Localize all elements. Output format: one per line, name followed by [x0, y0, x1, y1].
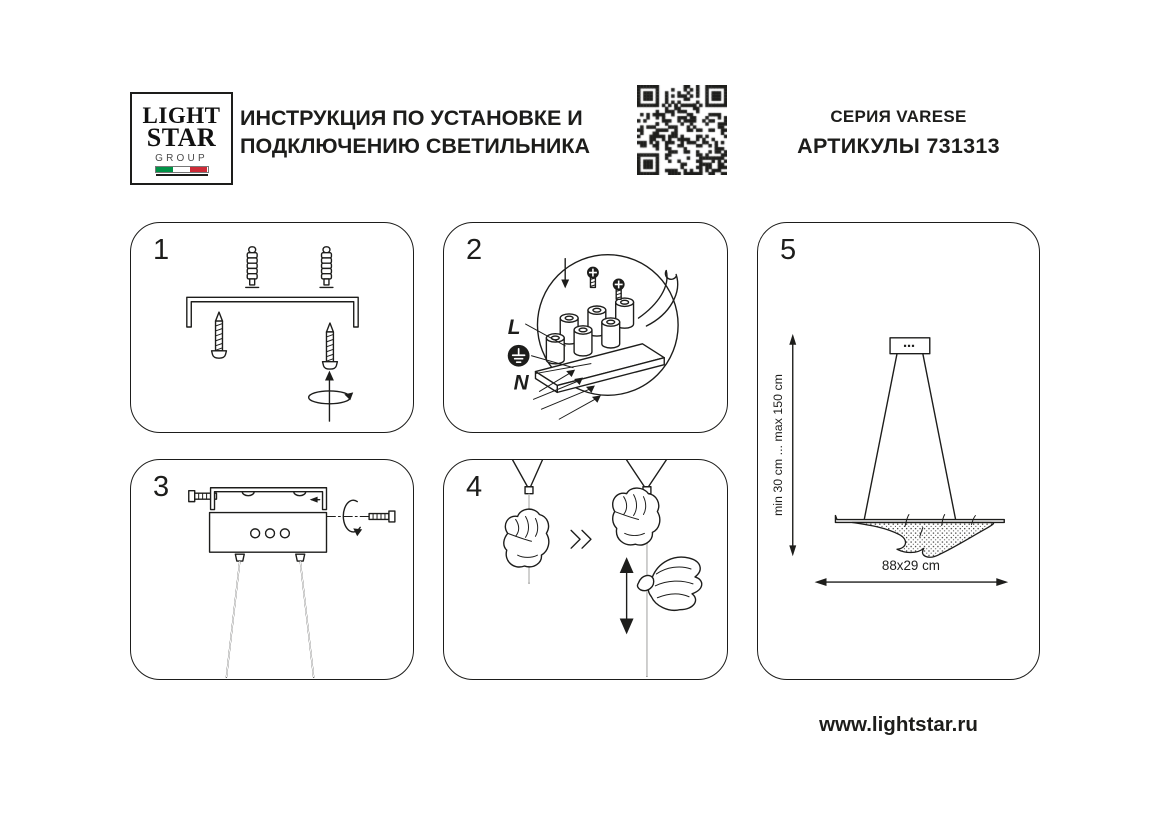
step-number: 5	[780, 234, 797, 266]
qr-code	[637, 85, 727, 175]
canopy-assembly-illustration	[131, 460, 413, 679]
title-line-2: ПОДКЛЮЧЕНИЮ СВЕТИЛЬНИКА	[240, 134, 591, 158]
wall-anchor-icon	[320, 247, 333, 288]
terminal-block-illustration	[444, 223, 727, 432]
product-info	[757, 107, 1040, 159]
logo-word-light: LIGHT	[142, 102, 221, 128]
step-4-panel	[443, 459, 728, 680]
up-down-arrow-icon	[620, 557, 634, 634]
pendant-lamp-illustration	[758, 223, 1039, 679]
right-arrow-icon	[571, 530, 591, 548]
step-number: 1	[153, 234, 170, 266]
line-label: L	[507, 315, 521, 339]
terminal-block-icon	[535, 298, 664, 392]
wall-anchor-icon	[246, 247, 259, 288]
logo-word-star: STAR	[146, 123, 217, 153]
suspension-cables-icon	[864, 354, 955, 520]
width-dimension	[815, 558, 1009, 586]
step-3-panel	[130, 459, 414, 680]
step-1-panel	[130, 222, 414, 433]
article-number: АРТИКУЛЫ 731313	[797, 134, 1000, 158]
lamp-shade-icon	[835, 515, 1004, 558]
canopy-icon	[210, 513, 327, 553]
step-number: 3	[153, 471, 170, 503]
lightstar-logo	[130, 92, 233, 185]
screw-icon	[323, 323, 338, 369]
title-line-1: ИНСТРУКЦИЯ ПО УСТАНОВКЕ И	[240, 106, 583, 130]
screw-icon	[212, 312, 227, 358]
bracket-icon	[211, 488, 327, 510]
screw-icon	[369, 511, 395, 522]
mounting-hardware-illustration	[131, 223, 413, 432]
hand-icon	[504, 509, 549, 567]
italian-flag-icon	[156, 167, 208, 172]
height-dimension	[771, 334, 796, 556]
logo-word-group: GROUP	[155, 153, 208, 165]
step-2-panel	[443, 222, 728, 433]
rotation-arrow-icon	[309, 371, 354, 422]
website-url: www.lightstar.ru	[819, 713, 978, 736]
ceiling-canopy-icon	[890, 338, 930, 354]
cable-adjustment-illustration	[444, 460, 727, 679]
hand-icon	[613, 488, 660, 545]
series-name: СЕРИЯ VARESE	[830, 107, 967, 126]
mounting-bracket-icon	[187, 297, 358, 327]
rotation-arrow-icon	[343, 500, 362, 536]
width-dimension-label: 88x29 cm	[881, 558, 940, 574]
earth-ground-icon	[508, 345, 530, 367]
height-dimension-label: min 30 cm ... max 150 cm	[770, 374, 785, 517]
suspension-cables-icon	[226, 554, 313, 677]
step-5-panel	[757, 222, 1040, 680]
neutral-label: N	[513, 371, 529, 395]
logo-underline	[156, 174, 208, 176]
step-number: 2	[466, 234, 483, 266]
step-number: 4	[466, 471, 483, 503]
page-title	[240, 104, 640, 160]
